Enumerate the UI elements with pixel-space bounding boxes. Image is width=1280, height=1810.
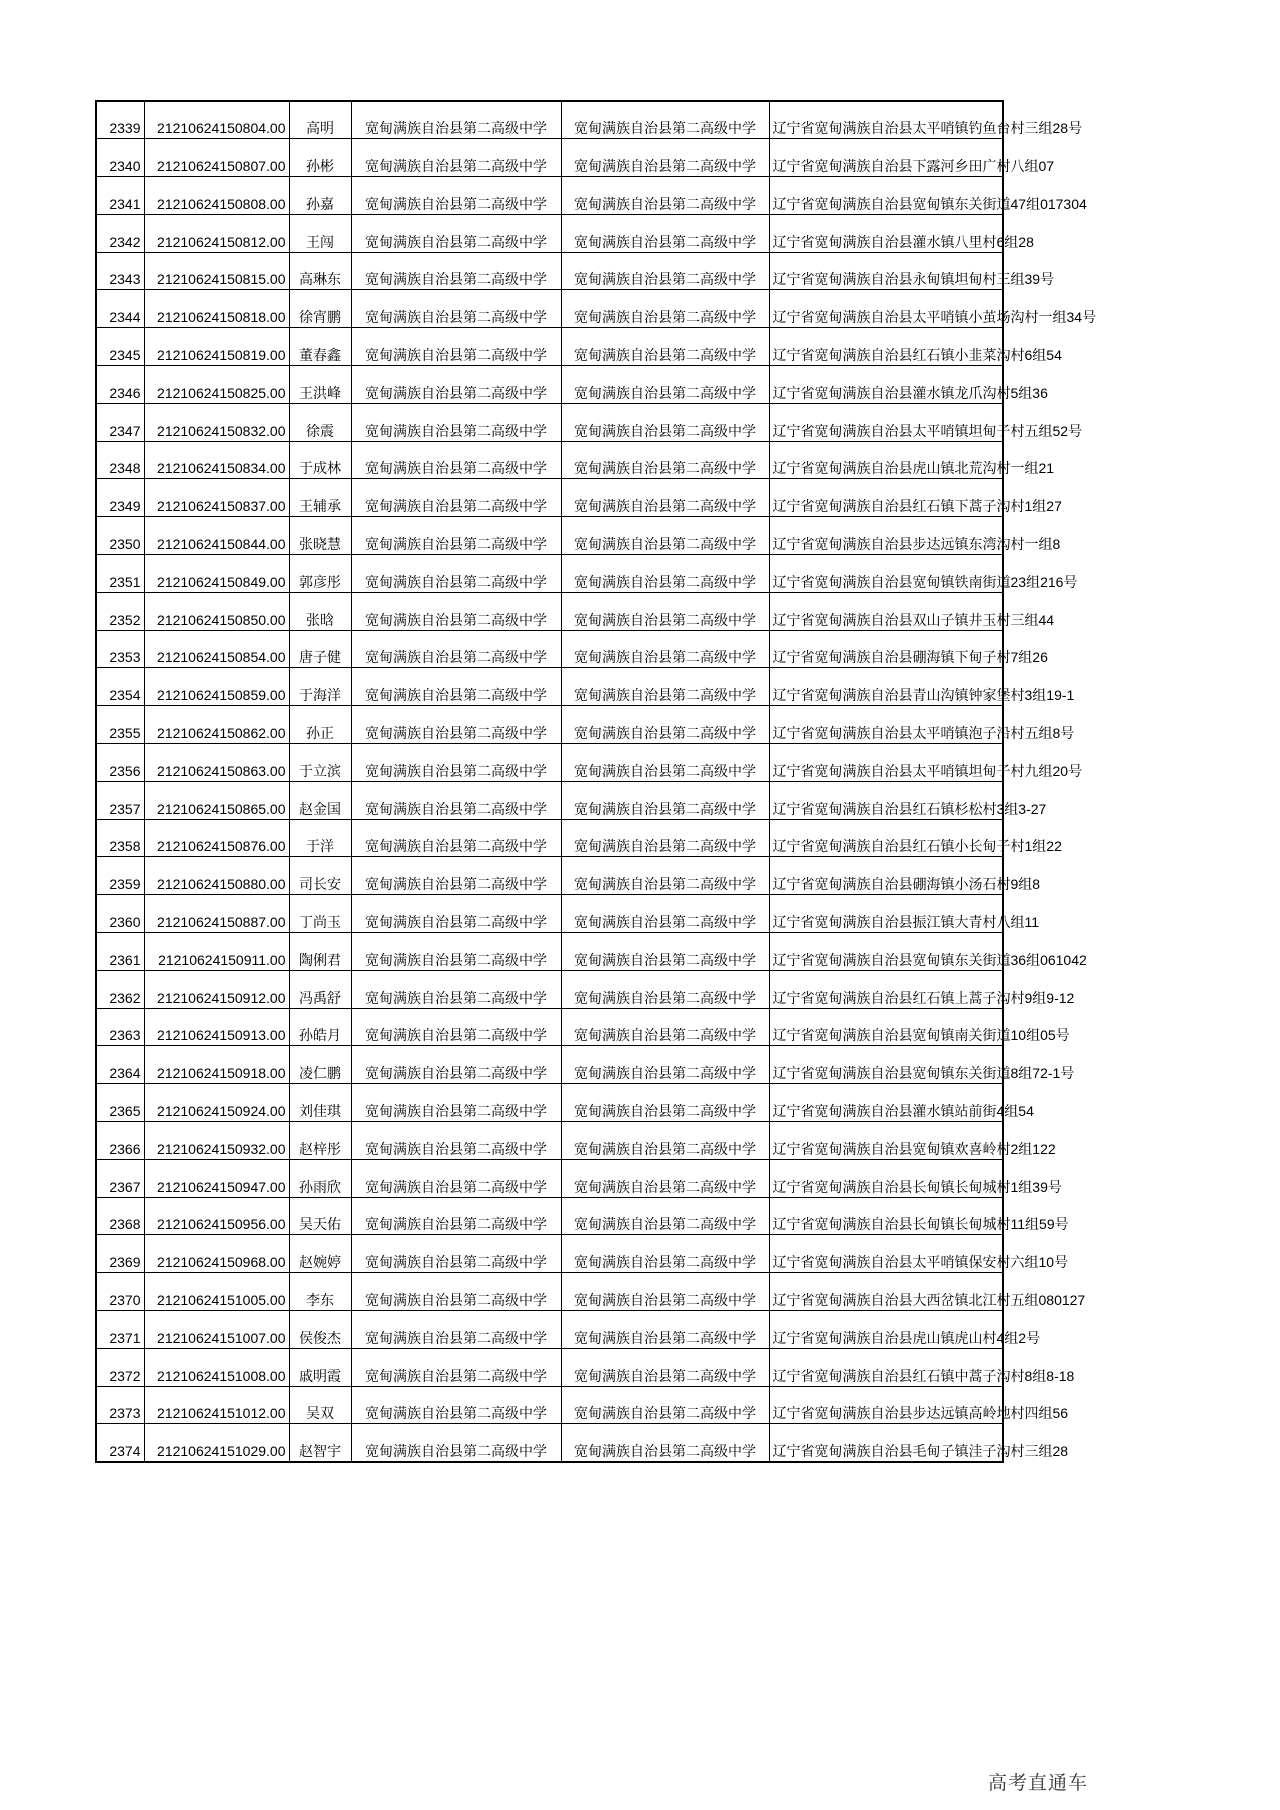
exam-id: 21210624150862.00 <box>144 706 289 744</box>
student-name: 凌仁鹏 <box>289 1046 351 1084</box>
home-address: 辽宁省宽甸满族自治县宽甸镇东关街道47组017304 <box>769 177 1003 215</box>
home-address: 辽宁省宽甸满族自治县虎山镇虎山村4组2号 <box>769 1311 1003 1349</box>
graduating-school: 宽甸满族自治县第二高级中学 <box>351 1348 561 1386</box>
graduating-school: 宽甸满族自治县第二高级中学 <box>351 517 561 555</box>
admitting-school: 宽甸满族自治县第二高级中学 <box>561 933 769 971</box>
admitting-school: 宽甸满族自治县第二高级中学 <box>561 1197 769 1235</box>
home-address: 辽宁省宽甸满族自治县太平哨镇小茧场沟村一组34号 <box>769 290 1003 328</box>
graduating-school: 宽甸满族自治县第二高级中学 <box>351 328 561 366</box>
graduating-school: 宽甸满族自治县第二高级中学 <box>351 441 561 479</box>
row-number: 2364 <box>96 1046 144 1084</box>
row-number: 2355 <box>96 706 144 744</box>
home-address: 辽宁省宽甸满族自治县长甸镇长甸城村11组59号 <box>769 1197 1003 1235</box>
home-address: 辽宁省宽甸满族自治县青山沟镇钟家堡村3组19-1 <box>769 668 1003 706</box>
admitting-school: 宽甸满族自治县第二高级中学 <box>561 1273 769 1311</box>
admitting-school: 宽甸满族自治县第二高级中学 <box>561 177 769 215</box>
graduating-school: 宽甸满族自治县第二高级中学 <box>351 1159 561 1197</box>
row-number: 2366 <box>96 1122 144 1160</box>
student-name: 董春鑫 <box>289 328 351 366</box>
row-number: 2361 <box>96 933 144 971</box>
graduating-school: 宽甸满族自治县第二高级中学 <box>351 592 561 630</box>
admitting-school: 宽甸满族自治县第二高级中学 <box>561 1311 769 1349</box>
student-name: 孙皓月 <box>289 1008 351 1046</box>
graduating-school: 宽甸满族自治县第二高级中学 <box>351 1084 561 1122</box>
row-number: 2359 <box>96 857 144 895</box>
row-number: 2370 <box>96 1273 144 1311</box>
student-name: 郭彦彤 <box>289 555 351 593</box>
roster-body <box>96 101 1097 1462</box>
row-number: 2343 <box>96 252 144 290</box>
admitting-school: 宽甸满族自治县第二高级中学 <box>561 441 769 479</box>
table-row <box>96 933 1003 971</box>
exam-id: 21210624150850.00 <box>144 592 289 630</box>
graduating-school: 宽甸满族自治县第二高级中学 <box>351 744 561 782</box>
exam-id: 21210624150834.00 <box>144 441 289 479</box>
student-name: 吴双 <box>289 1386 351 1424</box>
table-row <box>96 177 1003 215</box>
home-address: 辽宁省宽甸满族自治县宽甸镇南关街道10组05号 <box>769 1008 1003 1046</box>
table-row <box>96 101 1003 139</box>
admitting-school: 宽甸满族自治县第二高级中学 <box>561 517 769 555</box>
table-row <box>96 479 1003 517</box>
home-address: 辽宁省宽甸满族自治县宽甸镇铁南街道23组216号 <box>769 555 1003 593</box>
admitting-school: 宽甸满族自治县第二高级中学 <box>561 630 769 668</box>
admitting-school: 宽甸满族自治县第二高级中学 <box>561 857 769 895</box>
graduating-school: 宽甸满族自治县第二高级中学 <box>351 1197 561 1235</box>
student-name: 赵金国 <box>289 781 351 819</box>
exam-id: 21210624150863.00 <box>144 744 289 782</box>
home-address: 辽宁省宽甸满族自治县虎山镇北荒沟村一组21 <box>769 441 1003 479</box>
table-row <box>96 1197 1003 1235</box>
student-name: 王辅承 <box>289 479 351 517</box>
graduating-school: 宽甸满族自治县第二高级中学 <box>351 630 561 668</box>
exam-id: 21210624150825.00 <box>144 366 289 404</box>
exam-id: 21210624150918.00 <box>144 1046 289 1084</box>
table-row <box>96 1348 1003 1386</box>
row-number: 2352 <box>96 592 144 630</box>
admitting-school: 宽甸满族自治县第二高级中学 <box>561 366 769 404</box>
exam-id: 21210624151007.00 <box>144 1311 289 1349</box>
home-address: 辽宁省宽甸满族自治县红石镇下蒿子沟村1组27 <box>769 479 1003 517</box>
graduating-school: 宽甸满族自治县第二高级中学 <box>351 1424 561 1462</box>
student-name: 于成林 <box>289 441 351 479</box>
home-address: 辽宁省宽甸满族自治县永甸镇坦甸村三组39号 <box>769 252 1003 290</box>
graduating-school: 宽甸满族自治县第二高级中学 <box>351 1122 561 1160</box>
table-row <box>96 290 1003 328</box>
admitting-school: 宽甸满族自治县第二高级中学 <box>561 744 769 782</box>
student-name: 司长安 <box>289 857 351 895</box>
table-row <box>96 668 1003 706</box>
row-number: 2373 <box>96 1386 144 1424</box>
student-name: 张晗 <box>289 592 351 630</box>
graduating-school: 宽甸满族自治县第二高级中学 <box>351 819 561 857</box>
table-row <box>96 1235 1003 1273</box>
student-name: 孙雨欣 <box>289 1159 351 1197</box>
admitting-school: 宽甸满族自治县第二高级中学 <box>561 1424 769 1462</box>
table-row <box>96 366 1003 404</box>
table-row <box>96 1008 1003 1046</box>
row-number: 2371 <box>96 1311 144 1349</box>
table-row <box>96 328 1003 366</box>
home-address: 辽宁省宽甸满族自治县宽甸镇东关街道36组061042 <box>769 933 1003 971</box>
student-name: 张晓慧 <box>289 517 351 555</box>
graduating-school: 宽甸满族自治县第二高级中学 <box>351 177 561 215</box>
graduating-school: 宽甸满族自治县第二高级中学 <box>351 139 561 177</box>
admitting-school: 宽甸满族自治县第二高级中学 <box>561 1235 769 1273</box>
student-name: 戚明霞 <box>289 1348 351 1386</box>
home-address: 辽宁省宽甸满族自治县太平哨镇钓鱼台村三组28号 <box>769 101 1003 139</box>
student-name: 于立滨 <box>289 744 351 782</box>
exam-id: 21210624150819.00 <box>144 328 289 366</box>
exam-id: 21210624150859.00 <box>144 668 289 706</box>
student-name: 于海洋 <box>289 668 351 706</box>
table-row <box>96 214 1003 252</box>
exam-id: 21210624150924.00 <box>144 1084 289 1122</box>
home-address: 辽宁省宽甸满族自治县太平哨镇保安村六组10号 <box>769 1235 1003 1273</box>
home-address: 辽宁省宽甸满族自治县步达远镇东湾沟村一组8 <box>769 517 1003 555</box>
student-name: 徐宵鹏 <box>289 290 351 328</box>
exam-id: 21210624150911.00 <box>144 933 289 971</box>
table-row <box>96 1311 1003 1349</box>
graduating-school: 宽甸满族自治县第二高级中学 <box>351 1008 561 1046</box>
exam-id: 21210624150808.00 <box>144 177 289 215</box>
admitting-school: 宽甸满族自治县第二高级中学 <box>561 403 769 441</box>
home-address: 辽宁省宽甸满族自治县红石镇小长甸子村1组22 <box>769 819 1003 857</box>
graduating-school: 宽甸满族自治县第二高级中学 <box>351 479 561 517</box>
student-name: 于洋 <box>289 819 351 857</box>
table-row <box>96 630 1003 668</box>
graduating-school: 宽甸满族自治县第二高级中学 <box>351 857 561 895</box>
row-number: 2369 <box>96 1235 144 1273</box>
row-number: 2368 <box>96 1197 144 1235</box>
home-address: 辽宁省宽甸满族自治县双山子镇井玉村三组44 <box>769 592 1003 630</box>
watermark-text: 高考直通车 <box>988 1773 1089 1794</box>
student-name: 孙嘉 <box>289 177 351 215</box>
exam-id: 21210624150849.00 <box>144 555 289 593</box>
graduating-school: 宽甸满族自治县第二高级中学 <box>351 290 561 328</box>
exam-id: 21210624151005.00 <box>144 1273 289 1311</box>
admitting-school: 宽甸满族自治县第二高级中学 <box>561 479 769 517</box>
home-address: 辽宁省宽甸满族自治县宽甸镇欢喜岭村2组122 <box>769 1122 1003 1160</box>
admitting-school: 宽甸满族自治县第二高级中学 <box>561 1008 769 1046</box>
exam-id: 21210624150815.00 <box>144 252 289 290</box>
home-address: 辽宁省宽甸满族自治县红石镇上蒿子沟村9组9-12 <box>769 970 1003 1008</box>
home-address: 辽宁省宽甸满族自治县硼海镇小汤石村9组8 <box>769 857 1003 895</box>
row-number: 2358 <box>96 819 144 857</box>
student-name: 赵智宇 <box>289 1424 351 1462</box>
row-number: 2357 <box>96 781 144 819</box>
admitting-school: 宽甸满族自治县第二高级中学 <box>561 1122 769 1160</box>
row-number: 2341 <box>96 177 144 215</box>
graduating-school: 宽甸满族自治县第二高级中学 <box>351 366 561 404</box>
graduating-school: 宽甸满族自治县第二高级中学 <box>351 706 561 744</box>
admitting-school: 宽甸满族自治县第二高级中学 <box>561 252 769 290</box>
student-name: 高琳东 <box>289 252 351 290</box>
exam-id: 21210624150880.00 <box>144 857 289 895</box>
table-row <box>96 1273 1003 1311</box>
student-name: 唐子健 <box>289 630 351 668</box>
table-row <box>96 819 1003 857</box>
row-number: 2351 <box>96 555 144 593</box>
row-number: 2345 <box>96 328 144 366</box>
admitting-school: 宽甸满族自治县第二高级中学 <box>561 970 769 1008</box>
student-name: 孙正 <box>289 706 351 744</box>
admitting-school: 宽甸满族自治县第二高级中学 <box>561 668 769 706</box>
graduating-school: 宽甸满族自治县第二高级中学 <box>351 895 561 933</box>
table-row <box>96 517 1003 555</box>
graduating-school: 宽甸满族自治县第二高级中学 <box>351 403 561 441</box>
student-name: 侯俊杰 <box>289 1311 351 1349</box>
exam-id: 21210624150854.00 <box>144 630 289 668</box>
exam-id: 21210624150947.00 <box>144 1159 289 1197</box>
table-row <box>96 441 1003 479</box>
home-address: 辽宁省宽甸满族自治县红石镇中蒿子沟村8组8-18 <box>769 1348 1003 1386</box>
exam-id: 21210624150837.00 <box>144 479 289 517</box>
home-address: 辽宁省宽甸满族自治县硼海镇下甸子村7组26 <box>769 630 1003 668</box>
student-name: 李东 <box>289 1273 351 1311</box>
graduating-school: 宽甸满族自治县第二高级中学 <box>351 252 561 290</box>
row-number: 2340 <box>96 139 144 177</box>
home-address: 辽宁省宽甸满族自治县步达远镇高岭地村四组56 <box>769 1386 1003 1424</box>
exam-id: 21210624150804.00 <box>144 101 289 139</box>
exam-id: 21210624150832.00 <box>144 403 289 441</box>
row-number: 2353 <box>96 630 144 668</box>
row-number: 2372 <box>96 1348 144 1386</box>
student-name: 赵梓彤 <box>289 1122 351 1160</box>
table-row <box>96 403 1003 441</box>
graduating-school: 宽甸满族自治县第二高级中学 <box>351 1046 561 1084</box>
admitting-school: 宽甸满族自治县第二高级中学 <box>561 781 769 819</box>
graduating-school: 宽甸满族自治县第二高级中学 <box>351 1235 561 1273</box>
table-row <box>96 857 1003 895</box>
graduating-school: 宽甸满族自治县第二高级中学 <box>351 668 561 706</box>
exam-id: 21210624150844.00 <box>144 517 289 555</box>
exam-id: 21210624150818.00 <box>144 290 289 328</box>
row-number: 2374 <box>96 1424 144 1462</box>
home-address: 辽宁省宽甸满族自治县灌水镇站前街4组54 <box>769 1084 1003 1122</box>
admitting-school: 宽甸满族自治县第二高级中学 <box>561 895 769 933</box>
admitting-school: 宽甸满族自治县第二高级中学 <box>561 139 769 177</box>
graduating-school: 宽甸满族自治县第二高级中学 <box>351 1311 561 1349</box>
table-row <box>96 1046 1003 1084</box>
exam-id: 21210624151029.00 <box>144 1424 289 1462</box>
graduating-school: 宽甸满族自治县第二高级中学 <box>351 1386 561 1424</box>
table-row <box>96 706 1003 744</box>
row-number: 2347 <box>96 403 144 441</box>
graduating-school: 宽甸满族自治县第二高级中学 <box>351 101 561 139</box>
table-row <box>96 1424 1003 1462</box>
graduating-school: 宽甸满族自治县第二高级中学 <box>351 781 561 819</box>
row-number: 2348 <box>96 441 144 479</box>
table-row <box>96 252 1003 290</box>
student-name: 孙彬 <box>289 139 351 177</box>
student-name: 王洪峰 <box>289 366 351 404</box>
row-number: 2339 <box>96 101 144 139</box>
home-address: 辽宁省宽甸满族自治县大西岔镇北江村五组080127 <box>769 1273 1003 1311</box>
table-row <box>96 1159 1003 1197</box>
table-row <box>96 895 1003 933</box>
table-row <box>96 1122 1003 1160</box>
admitting-school: 宽甸满族自治县第二高级中学 <box>561 555 769 593</box>
admitting-school: 宽甸满族自治县第二高级中学 <box>561 706 769 744</box>
exam-id: 21210624151012.00 <box>144 1386 289 1424</box>
exam-id: 21210624150932.00 <box>144 1122 289 1160</box>
table-row <box>96 970 1003 1008</box>
row-number: 2346 <box>96 366 144 404</box>
graduating-school: 宽甸满族自治县第二高级中学 <box>351 933 561 971</box>
table-row <box>96 1386 1003 1424</box>
row-number: 2362 <box>96 970 144 1008</box>
admitting-school: 宽甸满族自治县第二高级中学 <box>561 592 769 630</box>
exam-id: 21210624150812.00 <box>144 214 289 252</box>
home-address: 辽宁省宽甸满族自治县太平哨镇泡子沿村五组8号 <box>769 706 1003 744</box>
admitting-school: 宽甸满族自治县第二高级中学 <box>561 328 769 366</box>
student-name: 丁尚玉 <box>289 895 351 933</box>
row-number: 2349 <box>96 479 144 517</box>
exam-id: 21210624150876.00 <box>144 819 289 857</box>
student-name: 徐震 <box>289 403 351 441</box>
exam-id: 21210624150913.00 <box>144 1008 289 1046</box>
admitting-school: 宽甸满族自治县第二高级中学 <box>561 1348 769 1386</box>
home-address: 辽宁省宽甸满族自治县太平哨镇坦甸子村九组20号 <box>769 744 1003 782</box>
home-address: 辽宁省宽甸满族自治县红石镇小韭菜沟村6组54 <box>769 328 1003 366</box>
home-address: 辽宁省宽甸满族自治县振江镇大青村八组11 <box>769 895 1003 933</box>
admitting-school: 宽甸满族自治县第二高级中学 <box>561 1159 769 1197</box>
table-row <box>96 555 1003 593</box>
admitting-school: 宽甸满族自治县第二高级中学 <box>561 214 769 252</box>
table-row <box>96 744 1003 782</box>
row-number: 2356 <box>96 744 144 782</box>
exam-id: 21210624151008.00 <box>144 1348 289 1386</box>
graduating-school: 宽甸满族自治县第二高级中学 <box>351 1273 561 1311</box>
student-name: 吴天佑 <box>289 1197 351 1235</box>
exam-id: 21210624150956.00 <box>144 1197 289 1235</box>
graduating-school: 宽甸满族自治县第二高级中学 <box>351 555 561 593</box>
home-address: 辽宁省宽甸满族自治县灌水镇龙爪沟村5组36 <box>769 366 1003 404</box>
student-name: 赵婉婷 <box>289 1235 351 1273</box>
home-address: 辽宁省宽甸满族自治县毛甸子镇洼子沟村三组28 <box>769 1424 1003 1462</box>
admitting-school: 宽甸满族自治县第二高级中学 <box>561 819 769 857</box>
home-address: 辽宁省宽甸满族自治县红石镇杉松村3组3-27 <box>769 781 1003 819</box>
exam-id: 21210624150865.00 <box>144 781 289 819</box>
home-address: 辽宁省宽甸满族自治县太平哨镇坦甸子村五组52号 <box>769 403 1003 441</box>
row-number: 2350 <box>96 517 144 555</box>
table-row <box>96 781 1003 819</box>
admitting-school: 宽甸满族自治县第二高级中学 <box>561 290 769 328</box>
row-number: 2363 <box>96 1008 144 1046</box>
row-number: 2360 <box>96 895 144 933</box>
exam-id: 21210624150912.00 <box>144 970 289 1008</box>
graduating-school: 宽甸满族自治县第二高级中学 <box>351 970 561 1008</box>
row-number: 2365 <box>96 1084 144 1122</box>
admitting-school: 宽甸满族自治县第二高级中学 <box>561 101 769 139</box>
student-name: 冯禹舒 <box>289 970 351 1008</box>
table-row <box>96 592 1003 630</box>
admitting-school: 宽甸满族自治县第二高级中学 <box>561 1386 769 1424</box>
table-row <box>96 139 1003 177</box>
home-address: 辽宁省宽甸满族自治县长甸镇长甸城村1组39号 <box>769 1159 1003 1197</box>
graduating-school: 宽甸满族自治县第二高级中学 <box>351 214 561 252</box>
exam-id: 21210624150887.00 <box>144 895 289 933</box>
roster-table <box>95 100 1097 1463</box>
exam-id: 21210624150807.00 <box>144 139 289 177</box>
student-name: 陶俐君 <box>289 933 351 971</box>
student-name: 高明 <box>289 101 351 139</box>
student-name: 王闯 <box>289 214 351 252</box>
home-address: 辽宁省宽甸满族自治县下露河乡田广村八组07 <box>769 139 1003 177</box>
table-row <box>96 1084 1003 1122</box>
row-number: 2344 <box>96 290 144 328</box>
row-number: 2354 <box>96 668 144 706</box>
row-number: 2367 <box>96 1159 144 1197</box>
home-address: 辽宁省宽甸满族自治县宽甸镇东关街道8组72-1号 <box>769 1046 1003 1084</box>
exam-id: 21210624150968.00 <box>144 1235 289 1273</box>
row-number: 2342 <box>96 214 144 252</box>
student-name: 刘佳琪 <box>289 1084 351 1122</box>
home-address: 辽宁省宽甸满族自治县灌水镇八里村6组28 <box>769 214 1003 252</box>
admitting-school: 宽甸满族自治县第二高级中学 <box>561 1046 769 1084</box>
admitting-school: 宽甸满族自治县第二高级中学 <box>561 1084 769 1122</box>
